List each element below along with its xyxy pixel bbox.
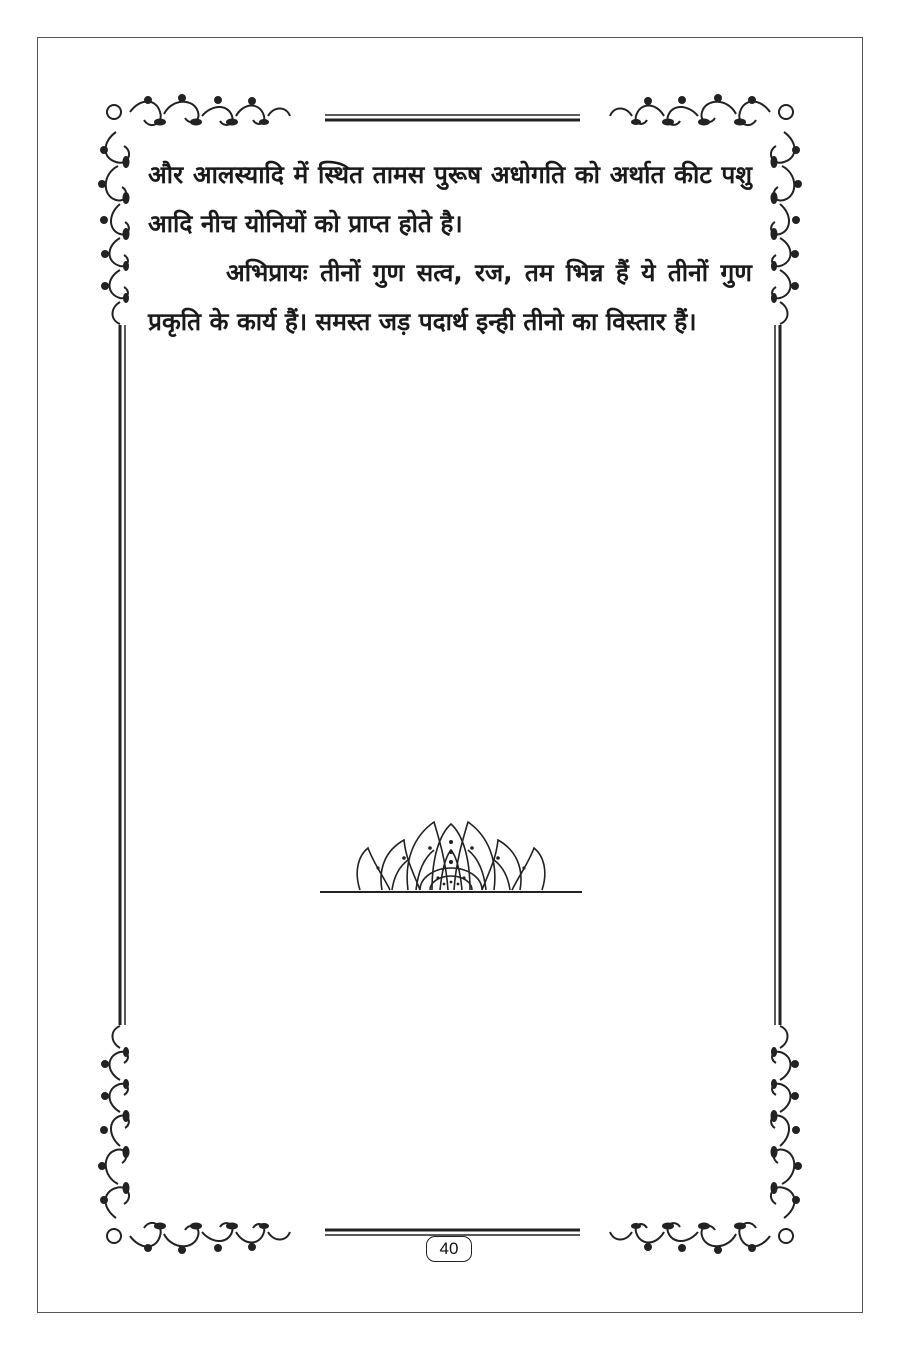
paragraph-1: और आलस्यादि में स्थित तामस पुरूष अधोगति को अर्थात कीट पशु आदि नीच योनियों को प्राप्त होते है। <box>148 160 752 238</box>
page-text <box>148 150 752 346</box>
paragraph-2: अभिप्रायः तीनों गुण सत्व, रज, तम भिन्न हैं ये तीनों गुण प्रकृति के कार्य हैं। समस्त जड़ पदार्थ इन्ही तीनो का विस्तार हैं। <box>148 258 752 336</box>
lotus-mandala-icon <box>320 812 582 896</box>
page-number: 40 <box>426 1236 472 1262</box>
